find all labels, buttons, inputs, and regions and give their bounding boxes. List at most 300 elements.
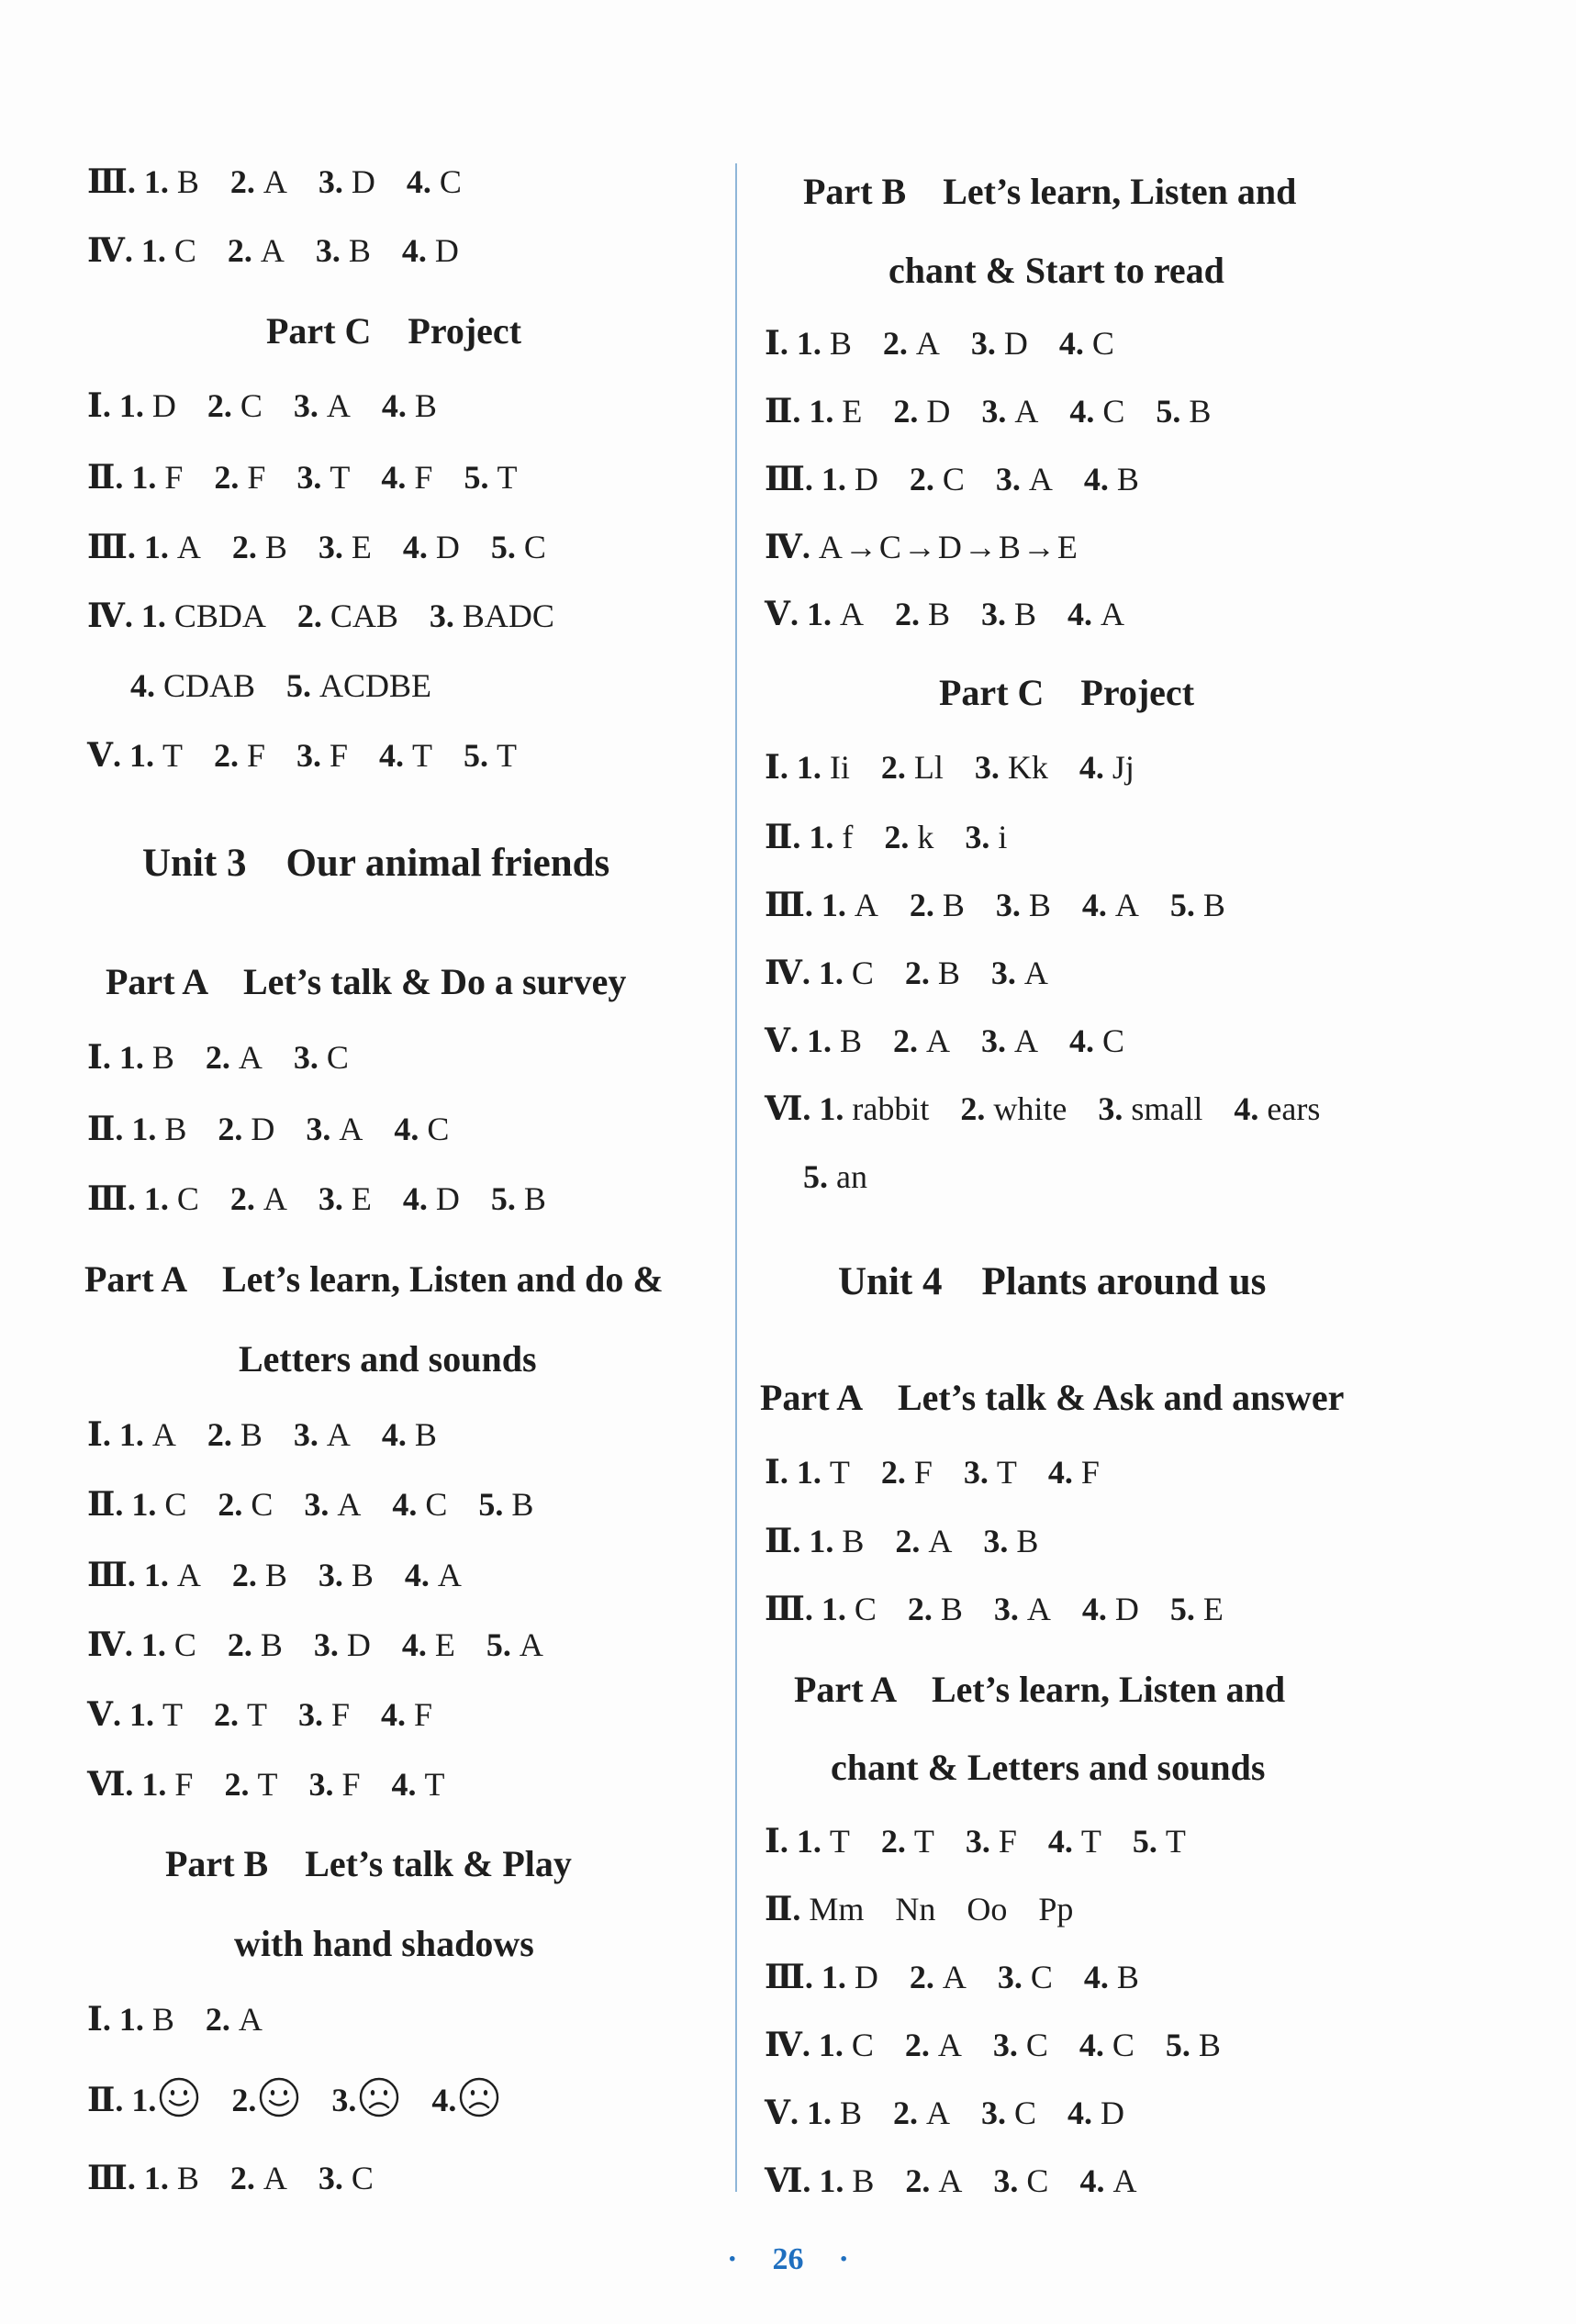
item-answer: T <box>829 1823 850 1860</box>
item-answer: B <box>937 955 960 991</box>
answer-item <box>141 598 266 634</box>
item-number: 5 <box>1132 1823 1149 1860</box>
item-dot: . <box>322 1111 340 1147</box>
item-number: 1 <box>821 1959 838 1995</box>
roman-numeral: Ⅳ <box>765 2027 802 2063</box>
answer-item <box>822 1959 878 1995</box>
item-answer: A <box>1014 393 1039 430</box>
item-answer: B <box>348 232 371 269</box>
answer-item <box>883 325 940 362</box>
numeral-dot: . <box>779 1454 797 1491</box>
item-dot: . <box>981 819 999 855</box>
answer-line <box>803 1156 899 1197</box>
answer-item <box>966 1823 1017 1860</box>
item-number: 1 <box>809 393 826 430</box>
item-dot: . <box>160 529 177 565</box>
item-number: 2 <box>907 1591 924 1627</box>
roman-numeral: Ⅴ <box>765 1022 790 1059</box>
item-number: 4 <box>1047 1454 1065 1491</box>
answer-item <box>822 461 878 497</box>
item-number: 3 <box>313 1626 330 1663</box>
item-answer: A <box>925 2095 950 2131</box>
item-dot: . <box>837 1591 855 1627</box>
answer-item <box>491 529 546 565</box>
answer-item <box>119 1039 174 1076</box>
item-answer: B <box>151 1039 174 1076</box>
item-answer: A <box>1112 2162 1137 2199</box>
item-answer: A <box>1023 955 1048 991</box>
item-number: 3 <box>308 1766 326 1803</box>
answer-item <box>1069 393 1124 430</box>
item-dot: . <box>480 459 497 496</box>
numeral-dot: . <box>112 737 129 774</box>
item-number: 3 <box>1098 1090 1115 1127</box>
answer-line <box>87 527 577 567</box>
item-number: 4 <box>1079 749 1096 786</box>
section-heading: Part A Let’s talk & Do a survey <box>106 961 627 1002</box>
answer-line <box>765 2093 1156 2133</box>
answer-item <box>294 387 351 424</box>
numeral-dot: . <box>804 887 822 923</box>
answer-item <box>908 1591 963 1627</box>
item-number: 2 <box>904 955 922 991</box>
item-answer: B <box>839 2095 862 2131</box>
answer-item <box>807 1022 862 1059</box>
item-answer: C <box>523 529 546 565</box>
section-heading: Letters and sounds <box>239 1338 537 1380</box>
answer-item <box>131 459 183 496</box>
answer-line <box>87 1694 464 1735</box>
item-number: 4 <box>1081 887 1099 923</box>
roman-numeral: Ⅰ <box>765 1823 780 1860</box>
item-answer: A <box>326 1416 351 1453</box>
item-number: 2 <box>231 1557 249 1593</box>
answer-line <box>87 230 490 271</box>
item-number: 1 <box>806 2095 823 2131</box>
sequence-letter: E <box>1056 529 1078 565</box>
answer-item <box>298 1696 350 1733</box>
answer-item <box>119 2001 174 2038</box>
item-dot: . <box>246 163 263 200</box>
section-heading: Part B Let’s learn, Listen and <box>803 171 1297 212</box>
numeral-dot: . <box>779 325 797 362</box>
item-number: 2 <box>229 2160 247 2196</box>
item-number: 1 <box>131 1111 149 1147</box>
item-answer: B <box>1028 887 1051 923</box>
roman-numeral: Ⅱ <box>765 393 793 430</box>
item-dot: . <box>418 1626 435 1663</box>
item-dot: . <box>825 393 843 430</box>
numeral-dot: . <box>102 1039 119 1076</box>
answer-item <box>228 232 285 269</box>
item-dot: . <box>419 529 436 565</box>
item-number: 1 <box>818 955 835 991</box>
answer-line <box>765 2025 1252 2065</box>
answer-line <box>765 1452 1131 1492</box>
item-dot: . <box>837 887 855 923</box>
answer-line <box>765 747 1166 788</box>
item-answer: A <box>326 387 351 424</box>
item-number: 1 <box>140 598 158 634</box>
item-answer: F <box>341 1766 361 1803</box>
item-number: 1 <box>131 1486 149 1523</box>
answer-item <box>129 737 183 774</box>
answer-item <box>905 955 960 991</box>
item-number: 2 <box>205 1039 222 1076</box>
item-answer: B <box>260 1626 283 1663</box>
roman-numeral: Ⅲ <box>87 1180 128 1217</box>
item-answer: T <box>829 1454 850 1491</box>
item-answer: A <box>915 325 940 362</box>
answer-item <box>895 1523 952 1559</box>
answer-item <box>314 1626 371 1663</box>
item-answer: rabbit <box>852 1090 930 1127</box>
answer-item <box>1079 2027 1134 2063</box>
item-dot: . <box>157 598 174 634</box>
answer-item <box>319 163 375 200</box>
item-dot: . <box>1250 1090 1268 1127</box>
item-number: 4 <box>1079 2162 1097 2199</box>
item-dot: . <box>135 1416 152 1453</box>
answer-item <box>231 2082 300 2118</box>
item-answer: ears <box>1267 1090 1321 1127</box>
item-dot: . <box>1186 887 1203 923</box>
item-dot: . <box>981 1823 999 1860</box>
item-number: 4 <box>381 459 398 496</box>
item-number: 2 <box>229 1180 247 1217</box>
answer-item <box>391 1766 444 1803</box>
section-heading: Part B Let’s talk & Play <box>165 1843 572 1884</box>
item-dot: . <box>422 163 440 200</box>
roman-numeral: Ⅲ <box>87 163 128 200</box>
item-dot: . <box>480 737 497 774</box>
item-number: 3 <box>296 459 314 496</box>
answer-item <box>119 387 176 424</box>
unit-title: Unit 3 Our animal friends <box>142 842 610 885</box>
arrow-icon: → <box>1022 529 1056 565</box>
item-dot: . <box>1098 1591 1115 1627</box>
item-number: 1 <box>796 749 813 786</box>
item-dot: . <box>1010 2162 1027 2199</box>
item-dot: . <box>419 1180 436 1217</box>
answer-line <box>765 1957 1170 1997</box>
answer-item <box>382 387 437 424</box>
item-number: 1 <box>129 1696 146 1733</box>
item-answer: A <box>176 1557 201 1593</box>
item-answer: B <box>1202 887 1225 923</box>
item-dot: . <box>897 1823 914 1860</box>
item-dot: . <box>309 387 327 424</box>
item-dot: . <box>160 1180 177 1217</box>
numeral-dot: . <box>804 461 822 497</box>
item-number: 1 <box>129 737 146 774</box>
item-answer: B <box>264 1557 287 1593</box>
answer-item <box>1079 749 1134 786</box>
roman-numeral: Ⅴ <box>87 1696 113 1733</box>
answer-item <box>1059 325 1114 362</box>
item-dot: . <box>223 387 240 424</box>
item-answer: B <box>839 1022 862 1059</box>
item-number: 1 <box>796 1823 813 1860</box>
section-heading: with hand shadows <box>234 1923 534 1964</box>
item-answer: A <box>937 2027 962 2063</box>
item-number: 4 <box>1081 1591 1099 1627</box>
item-number: 1 <box>809 1523 826 1559</box>
item-answer: CDAB <box>163 667 256 704</box>
item-number: 4 <box>1234 1090 1251 1127</box>
item-number: 4 <box>394 1111 411 1147</box>
numeral-dot: . <box>801 955 819 991</box>
item-answer: A <box>1026 1591 1051 1627</box>
item-answer: Jj <box>1112 749 1134 786</box>
item-answer: A <box>839 596 864 632</box>
item-answer: C <box>164 1486 187 1523</box>
item-answer: A <box>925 1022 950 1059</box>
item-number: 4 <box>1047 1823 1065 1860</box>
item-number: 4 <box>1083 461 1101 497</box>
roman-numeral: Ⅱ <box>87 2082 116 2118</box>
item-dot: . <box>1114 1090 1132 1127</box>
item-number: 3 <box>970 325 988 362</box>
item-dot: . <box>309 1039 327 1076</box>
numeral-dot: . <box>801 2027 819 2063</box>
answer-item <box>809 819 853 855</box>
item-answer: C <box>425 1486 448 1523</box>
item-number: 3 <box>974 749 991 786</box>
item-number: 1 <box>140 232 158 269</box>
answer-item <box>392 1486 447 1523</box>
item-number: 2 <box>895 1523 912 1559</box>
numeral-dot: . <box>127 1180 144 1217</box>
answer-line <box>87 162 493 202</box>
item-answer: A <box>263 1180 287 1217</box>
item-answer: C <box>851 2027 874 2063</box>
numeral-dot: . <box>125 1766 142 1803</box>
item-number: 1 <box>819 1090 836 1127</box>
answer-item <box>807 2095 862 2131</box>
section-heading: Part A Let’s learn, Listen and <box>794 1669 1286 1710</box>
answer-item <box>230 2160 287 2196</box>
item-number: 2 <box>229 163 247 200</box>
item-dot: . <box>147 667 163 704</box>
answer-item <box>294 1039 349 1076</box>
answer-item <box>998 1959 1053 1995</box>
answer-line <box>87 1109 480 1149</box>
answer-line <box>765 391 1242 431</box>
answer-item <box>819 955 874 991</box>
answer-item <box>144 529 201 565</box>
roman-numeral: Ⅲ <box>765 1959 805 1995</box>
answer-line <box>765 594 1156 634</box>
numeral-dot: . <box>124 1626 141 1663</box>
item-dot: . <box>1181 2027 1199 2063</box>
item-number: 3 <box>980 596 998 632</box>
answer-item <box>141 232 196 269</box>
item-answer: A <box>263 2160 287 2196</box>
item-number: 1 <box>140 1626 158 1663</box>
item-dot: . <box>822 1022 840 1059</box>
answer-item <box>910 461 965 497</box>
item-dot: . <box>998 393 1015 430</box>
item-number: 1 <box>143 1557 161 1593</box>
answer-item <box>993 2162 1048 2199</box>
answer-item <box>893 2095 950 2131</box>
item-answer: T <box>913 1823 934 1860</box>
item-number: 1 <box>143 163 161 200</box>
numeral-dot: . <box>115 459 132 496</box>
page-number <box>0 2240 1576 2280</box>
item-dot: . <box>921 2027 938 2063</box>
item-answer: D <box>151 387 176 424</box>
answer-item <box>430 598 554 634</box>
numeral-dot: . <box>802 1090 820 1127</box>
item-answer: C <box>1013 2095 1036 2131</box>
item-answer: B <box>1189 393 1212 430</box>
numeral-dot: . <box>112 1696 129 1733</box>
numeral-dot: . <box>804 1959 822 1995</box>
item-number: 2 <box>213 1696 230 1733</box>
answer-item <box>1082 887 1139 923</box>
answer-item <box>297 598 398 634</box>
item-answer: C <box>1091 325 1114 362</box>
answer-item <box>1048 1454 1100 1491</box>
answer-item <box>895 596 950 632</box>
answer-item <box>797 749 850 786</box>
item-dot: . <box>921 955 938 991</box>
answer-line <box>765 1521 1069 1561</box>
item-number: 1 <box>118 2001 136 2038</box>
item-number: 3 <box>318 2160 335 2196</box>
item-number: 3 <box>965 819 982 855</box>
item-answer: B <box>1116 1959 1139 1995</box>
item-answer: D <box>1100 2095 1124 2131</box>
item-answer: D <box>346 1626 371 1663</box>
item-answer: f <box>842 819 854 855</box>
answer-item <box>130 667 255 704</box>
item-dot: . <box>822 2095 840 2131</box>
roman-numeral: Ⅱ <box>765 1891 793 1927</box>
item-number: 2 <box>218 1111 235 1147</box>
item-answer: A <box>938 2162 963 2199</box>
item-answer: B <box>940 1591 963 1627</box>
item-number: 5 <box>803 1158 820 1195</box>
letter-pair: Oo <box>967 1891 1008 1927</box>
item-dot: . <box>246 1180 263 1217</box>
item-number: 2 <box>960 1090 978 1127</box>
item-answer: C <box>427 1111 450 1147</box>
answer-item <box>402 1626 455 1663</box>
answer-item <box>993 2027 1048 2063</box>
roman-numeral: Ⅲ <box>87 1557 128 1593</box>
item-answer: A <box>1100 596 1124 632</box>
roman-numeral: Ⅵ <box>87 1766 126 1803</box>
item-dot: . <box>229 1696 247 1733</box>
item-dot: . <box>229 737 247 774</box>
item-dot: . <box>825 1523 843 1559</box>
answer-line <box>87 2076 531 2120</box>
item-number: 3 <box>318 529 335 565</box>
sad-face-icon <box>358 2076 400 2118</box>
item-answer: B <box>829 325 852 362</box>
answer-item <box>809 1523 864 1559</box>
numeral-dot: . <box>115 1486 132 1523</box>
numeral-dot: . <box>789 2095 807 2131</box>
item-dot: . <box>925 887 943 923</box>
item-number: 4 <box>380 1696 397 1733</box>
answer-line <box>87 1179 577 1219</box>
item-number: 2 <box>227 232 244 269</box>
item-answer: C <box>240 387 263 424</box>
item-number: 1 <box>143 1180 161 1217</box>
numeral-dot: . <box>801 529 819 565</box>
item-number: 4 <box>1068 1022 1086 1059</box>
roman-numeral: Ⅱ <box>87 1486 116 1523</box>
item-dot: . <box>331 232 349 269</box>
numeral-dot: . <box>802 2162 820 2199</box>
item-number: 2 <box>296 598 314 634</box>
item-number: 4 <box>431 2082 449 2118</box>
arrow-icon: → <box>963 529 997 565</box>
item-number: 4 <box>1067 596 1084 632</box>
numeral-dot: . <box>789 1022 807 1059</box>
answer-line <box>87 735 548 776</box>
item-number: 5 <box>1156 393 1173 430</box>
roman-numeral: Ⅲ <box>87 2160 128 2196</box>
answer-item <box>971 325 1028 362</box>
answer-item <box>218 1486 273 1523</box>
item-answer: A <box>238 1039 263 1076</box>
item-number: 3 <box>980 2095 998 2131</box>
item-answer: A <box>519 1626 543 1663</box>
item-answer: B <box>1016 1523 1039 1559</box>
item-answer: F <box>329 737 348 774</box>
answer-item <box>131 2082 200 2118</box>
item-dot: . <box>157 232 174 269</box>
answer-item <box>206 2001 263 2038</box>
item-answer: C <box>251 1486 274 1523</box>
answer-item <box>910 1959 967 1995</box>
item-number: 1 <box>821 461 838 497</box>
item-answer: A <box>263 163 287 200</box>
answer-item <box>382 1416 437 1453</box>
roman-numeral: Ⅵ <box>765 2162 803 2199</box>
item-number: 2 <box>880 1823 898 1860</box>
numeral-dot: . <box>124 598 141 634</box>
answer-item <box>994 1591 1051 1627</box>
answer-item <box>214 737 265 774</box>
answer-item <box>207 387 263 424</box>
item-number: 4 <box>1069 393 1087 430</box>
answer-line <box>765 459 1170 499</box>
item-answer: T <box>246 1696 267 1733</box>
sequence-letter: A <box>818 529 843 565</box>
item-answer: T <box>497 459 518 496</box>
item-dot: . <box>334 1180 352 1217</box>
item-number: 3 <box>995 887 1012 923</box>
answer-item <box>1166 2027 1221 2063</box>
item-dot: . <box>900 819 918 855</box>
item-number: 1 <box>131 459 149 496</box>
item-number: 5 <box>286 667 304 704</box>
answer-item <box>881 1823 934 1860</box>
answer-item <box>807 596 864 632</box>
answer-line <box>87 1037 380 1078</box>
roman-numeral: Ⅲ <box>765 461 805 497</box>
answer-item <box>1067 596 1124 632</box>
item-dot: . <box>1083 596 1101 632</box>
item-answer: T <box>1080 1823 1101 1860</box>
answer-line <box>87 1414 468 1455</box>
